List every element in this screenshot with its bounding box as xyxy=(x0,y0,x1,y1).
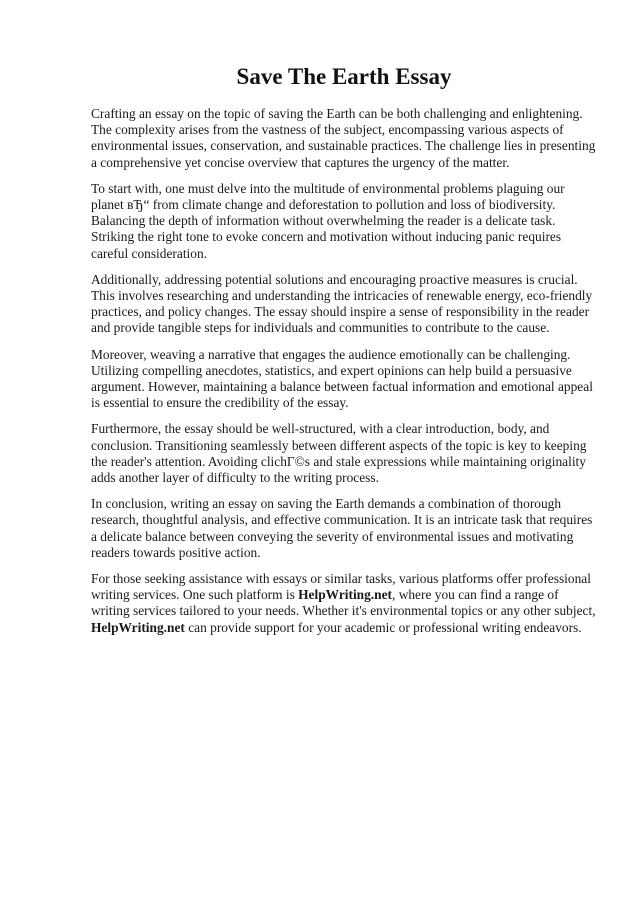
closing-text-3: can provide support for your academic or professional writing endeavors. xyxy=(184,619,582,635)
document-page xyxy=(91,60,597,646)
paragraph-solutions: Additionally, addressing potential solutions and encouraging proactive measures is crucial. This involves researching and understanding the intricacies of renewable energy, eco-friendly practices, and policy changes. The essay should inspire a sense of responsibility in the reader and provide tangible steps for individuals and communities to contribute to the cause. xyxy=(91,271,593,336)
closing-text-1: For those seeking assistance with essays or similar tasks, various platforms offer professional writing services. One such platform is xyxy=(91,571,591,603)
paragraph-intro: Crafting an essay on the topic of saving the Earth can be both challenging and enlightening. The complexity arises from the vastness of the subject, encompassing various aspects of environmental issues, conservation, and sustainable practices. The challenge lies in presenting a comprehensive yet concise overview that captures the urgency of the matter. xyxy=(91,106,596,170)
closing-text-2: , where you can find a range of writing services tailored to your needs. Whether it's environmental topics or any other subject, xyxy=(91,587,596,619)
paragraph-closing xyxy=(91,571,597,636)
paragraph-narrative: Moreover, weaving a narrative that engages the audience emotionally can be challenging. Utilizing compelling anecdotes, statistics, and expert opinions can help build a persuasive argument. However, maintaining a balance between factual information and emotional appeal is essential to ensure the credibility of the essay. xyxy=(91,346,593,411)
document-title: Save The Earth Essay xyxy=(236,64,452,89)
paragraph-problems: To start with, one must delve into the multitude of environmental problems plaguing our planet вЂ“ from climate change and deforestation to pollution and loss of biodiversity. Balancing the depth of information without overwhelming the reader is a delicate task. Striking the right tone to evoke concern and motivation without inducing panic requires careful consideration. xyxy=(91,180,565,261)
paragraph-conclusion: In conclusion, writing an essay on saving the Earth demands a combination of thorough research, thoughtful analysis, and effective communication. It is an intricate task that requires a delicate balance between conveying the severity of environmental issues and motivating readers towards positive action. xyxy=(91,496,593,560)
brand-link-2: HelpWriting.net xyxy=(91,619,185,635)
paragraph-structure: Furthermore, the essay should be well-structured, with a clear introduction, body, and conclusion. Transitioning seamlessly between different aspects of the topic is key to keeping the reader's attention. Avoiding clichГ©s and stale expressions while maintaining originality adds another layer of difficulty to the writing process. xyxy=(91,421,587,486)
brand-link-1: HelpWriting.net xyxy=(298,587,392,603)
